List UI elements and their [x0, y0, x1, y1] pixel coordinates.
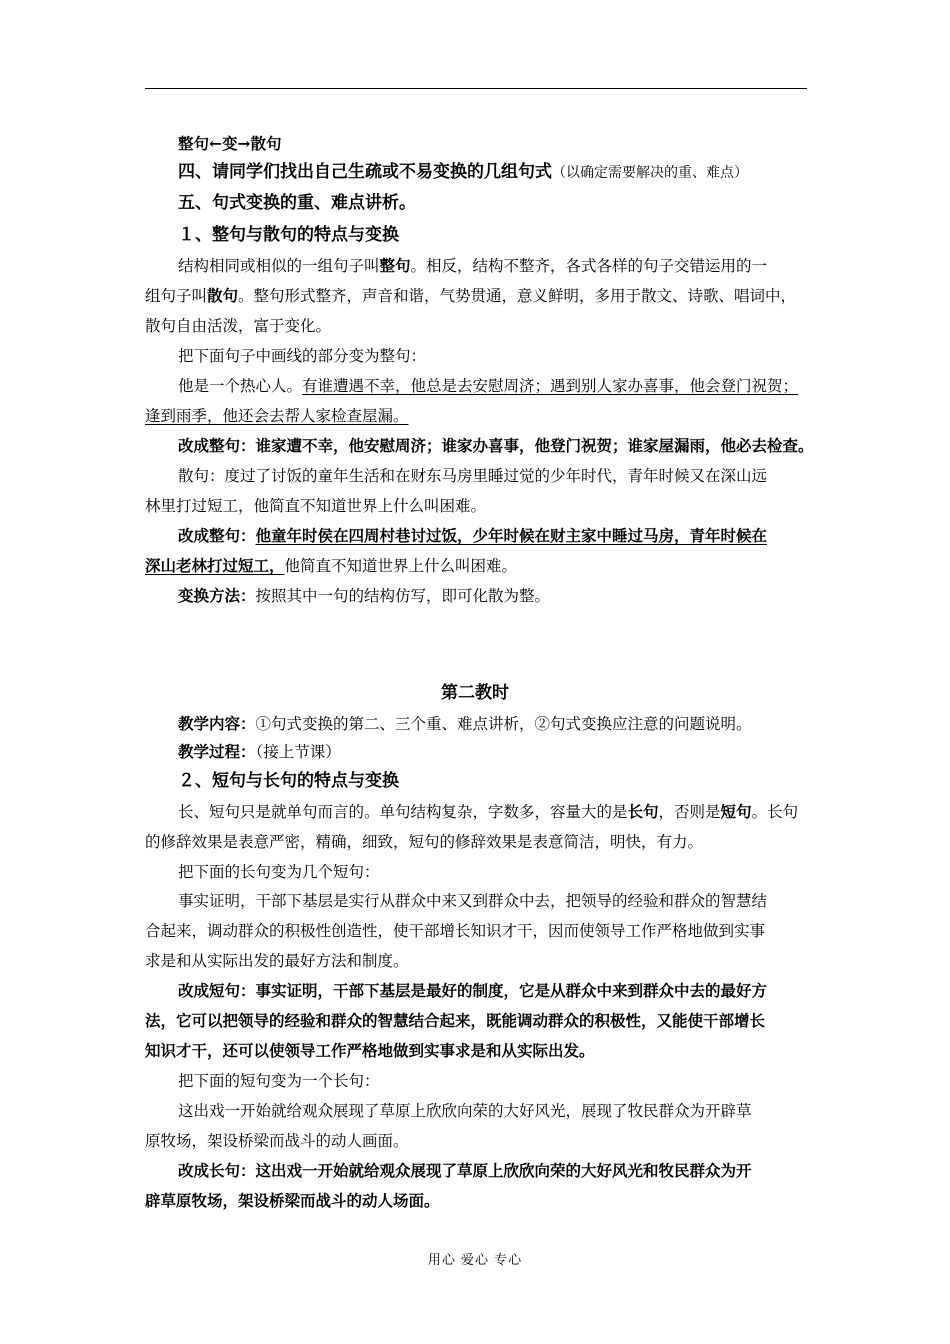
text-span: 他是一个热心人。: [178, 377, 303, 395]
teaching-process: [178, 742, 850, 762]
header-rule: [145, 88, 807, 89]
subsection-1-heading: １、整句与散句的特点与变换: [178, 225, 399, 245]
answer-line: [178, 526, 850, 546]
answer-line: [145, 556, 817, 576]
paragraph-line: [178, 256, 850, 276]
text-span: （接上节课）: [255, 743, 341, 761]
section-four-note: （以确定需要解决的重、难点）: [552, 165, 748, 181]
example-sentence: 林里打过短工，他简直不知道世界上什么叫困难。: [145, 497, 487, 515]
heading-text: 整句←变→散句: [178, 134, 282, 153]
term-sanju: 散句: [207, 286, 239, 305]
text-span: 组句子叫: [145, 287, 208, 305]
underlined-text: 有谁遭遇不幸，他总是去安慰周济；遇到别人家办喜事，他会登门祝贺；: [302, 377, 799, 395]
example-sentence: [178, 376, 850, 396]
answer-label: 改成整句：: [178, 526, 256, 545]
content-label: 教学内容：: [178, 714, 256, 733]
text-span: 。长句: [751, 803, 799, 821]
term-changju: 长句: [627, 802, 659, 821]
answer-line: 改成长句：这出戏一开始就给观众展现了草原上欣欣向荣的大好风光和牧民群众为开: [178, 1161, 752, 1180]
text-span: ，否则是: [658, 803, 721, 821]
text-span: 。整句形式整齐，声音和谐，气势贯通，意义鲜明，多用于散文、诗歌、唱词中，: [238, 287, 797, 305]
teaching-content: [178, 714, 850, 734]
example-sentence: 事实证明，干部下基层是实行从群众中来又到群众中去，把领导的经验和群众的智慧结: [178, 892, 768, 910]
section-five-heading: 五、句式变换的重、难点讲析。: [178, 193, 416, 213]
term-duanju: 短句: [720, 802, 752, 821]
underlined-answer: 深山老林打过短工，: [145, 556, 285, 575]
text-span: 按照其中一句的结构仿写，即可化散为整。: [255, 587, 551, 605]
page-footer: 用心 爱心 专心: [427, 1253, 523, 1268]
section-four-heading: [178, 162, 850, 183]
subsection-2-heading: ２、短句与长句的特点与变换: [178, 771, 399, 791]
sentence-transform-heading: [178, 134, 850, 154]
example-sentence: 散句：度过了讨饭的童年生活和在财东马房里睡过觉的少年时代，青年时候又在深山远: [178, 467, 768, 485]
paragraph-line: [145, 286, 817, 306]
answer-line: 改成整句：谁家遭不幸，他安慰周济；谁家办喜事，他登门祝贺；谁家屋漏雨，他必去检查。: [178, 436, 814, 455]
method-line: [178, 586, 850, 606]
example-sentence: 这出戏一开始就给观众展现了草原上欣欣向荣的大好风光，展现了牧民群众为开辟草: [178, 1102, 752, 1120]
method-label: 变换方法：: [178, 586, 256, 605]
text-span: 。相反，结构不整齐，各式各样的句子交错运用的一: [410, 257, 768, 275]
answer-line: 辟草原牧场，架设桥梁而战斗的动人场面。: [145, 1191, 440, 1210]
text-span: 结构相同或相似的一组句子叫: [178, 257, 380, 275]
exercise-prompt: 把下面句子中画线的部分变为整句：: [178, 347, 427, 365]
example-sentence: 求是和从实际出发的最好方法和制度。: [145, 952, 409, 970]
text-span: 他简直不知道世界上什么叫困难。: [284, 557, 518, 575]
answer-line: 知识才干，还可以使领导工作严格地做到实事求是和从实际出发。: [145, 1041, 595, 1060]
paragraph-line: [178, 802, 850, 822]
answer-line: 法，它可以把领导的经验和群众的智慧结合起来，既能调动群众的积极性，又能使干部增长: [145, 1011, 766, 1030]
process-label: 教学过程：: [178, 742, 256, 761]
paragraph-line: 的修辞效果是表意严密，精确，细致，短句的修辞效果是表意简洁，明快，有力。: [145, 833, 704, 851]
underlined-text: 逢到雨季，他还会去帮人家检查屋漏。: [145, 407, 409, 425]
example-sentence: 合起来，调动群众的积极性创造性，使干部增长知识才干，因而使领导工作严格地做到实事: [145, 922, 766, 940]
text-span: 长、短句只是就单句而言的。单句结构复杂，字数多，容量大的是: [178, 803, 628, 821]
exercise-prompt: 把下面的短句变为一个长句：: [178, 1072, 380, 1090]
exercise-prompt: 把下面的长句变为几个短句：: [178, 863, 380, 881]
section-four-text: 四、请同学们找出自己生疏或不易变换的几组句式: [178, 162, 552, 182]
underlined-answer: 他童年时侯在四周村巷讨过饭，少年时候在财主家中睡过马房，青年时候在: [255, 526, 768, 545]
term-zhengju: 整句: [379, 256, 411, 275]
answer-line: 改成短句：事实证明，干部下基层是最好的制度，它是从群众中来到群众中去的最好方: [178, 981, 768, 1000]
example-sentence: 原牧场，架设桥梁而战斗的动人画面。: [145, 1132, 409, 1150]
paragraph-line: 散句自由活泼，富于变化。: [145, 317, 332, 335]
text-span: ①句式变换的第二、三个重、难点讲析，②句式变换应注意的问题说明。: [255, 715, 752, 733]
lesson-two-title: 第二教时: [441, 683, 509, 703]
example-sentence: [145, 406, 817, 426]
